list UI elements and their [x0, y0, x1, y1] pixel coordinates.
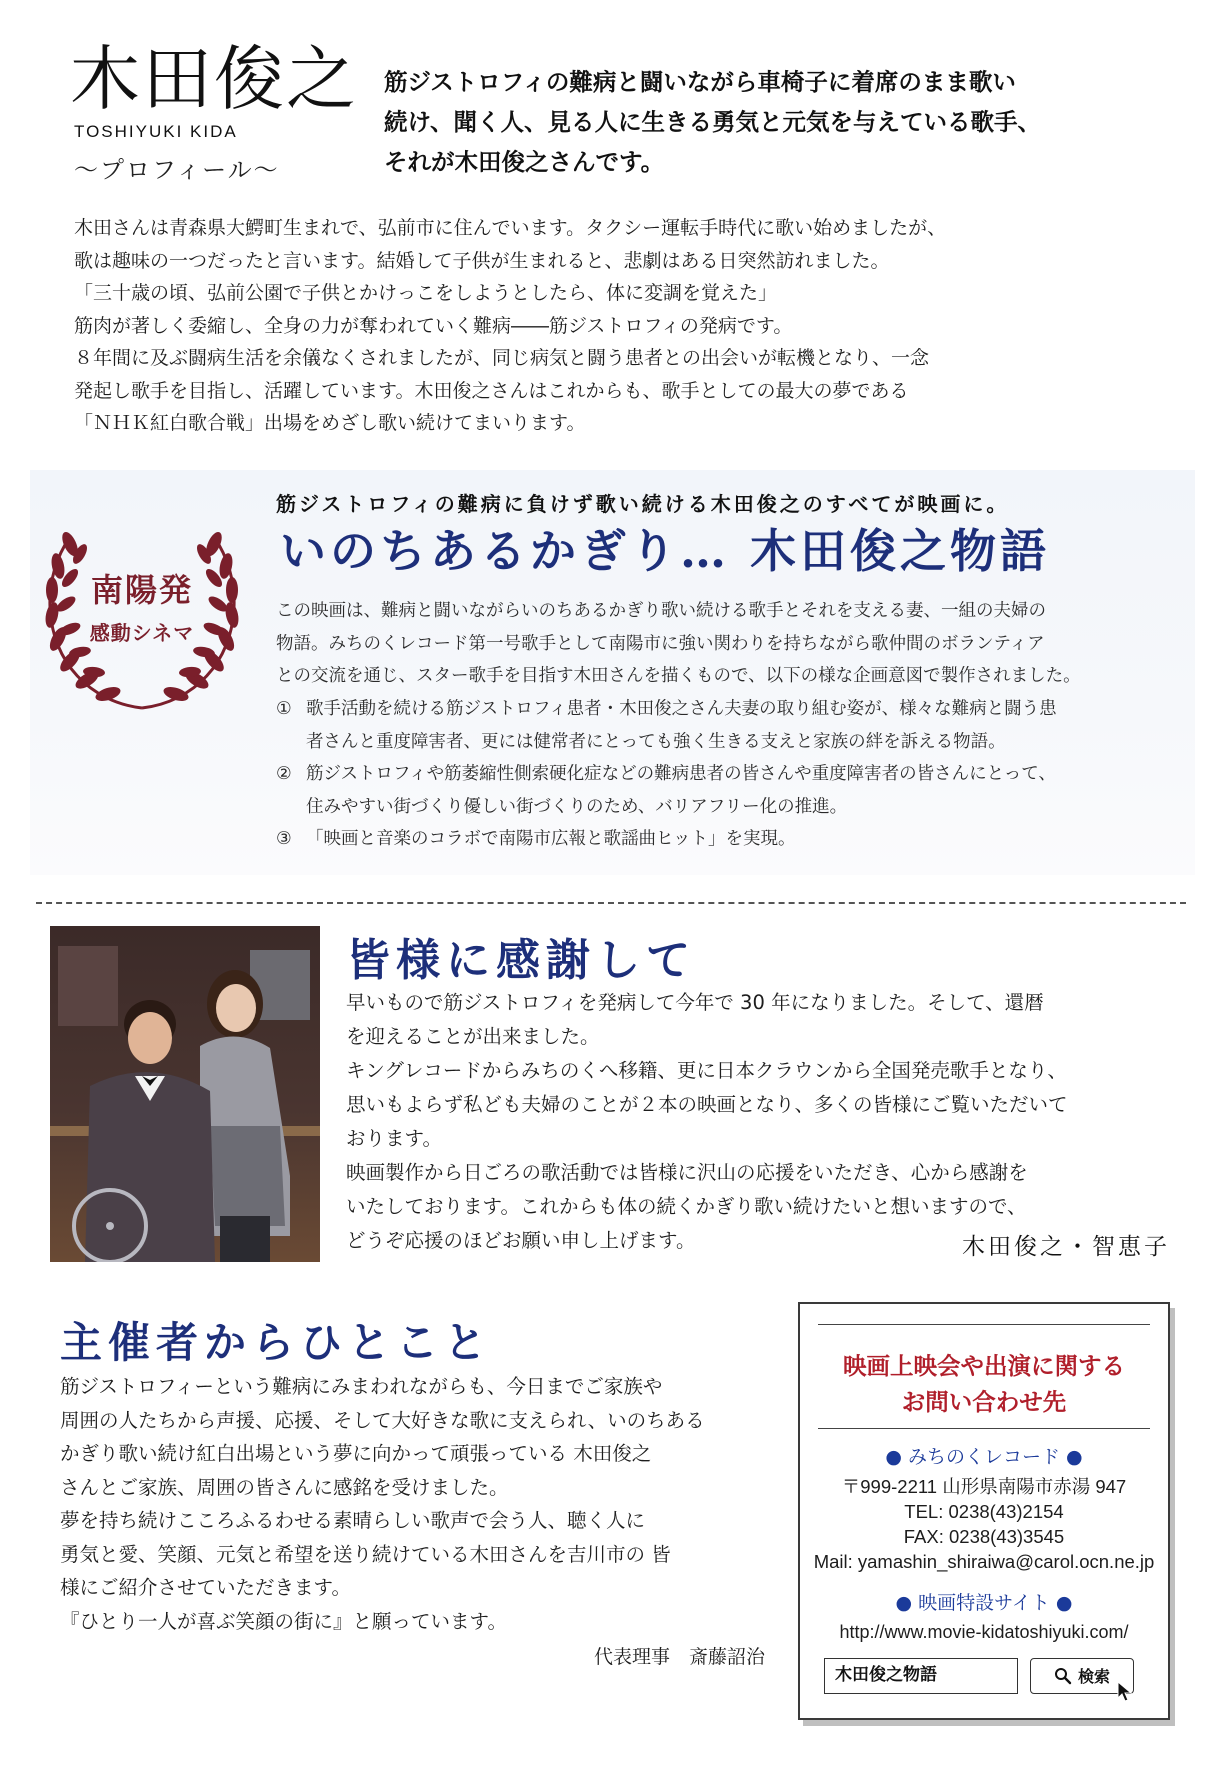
organizer-line: 筋ジストロフィーという難病にみまわれながらも、今日までご家族や — [60, 1375, 663, 1398]
list-item-line: 住みやすい街づくり優しい街づくりのため、バリアフリー化の推進。 — [306, 796, 848, 817]
profile-name-english: TOSHIYUKI KIDA — [74, 122, 238, 141]
section-divider — [36, 902, 1186, 904]
search-button-label: 検索 — [1077, 1666, 1110, 1686]
organizer-line: 勇気と愛、笑顔、元気と希望を送り続けている木田さんを吉川市の 皆 — [60, 1542, 671, 1566]
bio-line: 「ＮＨＫ紅白歌合戦」出場をめざし歌い続けてまいります。 — [74, 412, 586, 434]
address-line: FAX: 0238(43)3545 — [903, 1526, 1065, 1547]
lead-line: 筋ジストロフィの難病と闘いながら車椅子に着席のまま歌い — [384, 68, 1016, 96]
thanks-title: 皆様に感謝して — [346, 935, 696, 986]
profile-bio — [74, 212, 1174, 440]
profile-name-japanese: 木田俊之 — [70, 38, 358, 120]
list-number: ② — [276, 764, 292, 784]
address-line: TEL: 0238(43)2154 — [904, 1501, 1064, 1522]
bio-line: 発起し歌手を目指し、活躍しています。木田俊之さんはこれからも、歌手としての最大の夢である — [74, 379, 909, 402]
bio-line: ８年間に及ぶ闘病生活を余儀なくされましたが、同じ病気と闘う患者との出会いが転機となり、一念 — [74, 347, 930, 369]
contact-address — [800, 1474, 1168, 1574]
thanks-line: キングレコードからみちのくへ移籍、更に日本クラウンから全国発売歌手となり、 — [346, 1059, 1067, 1082]
organizer-signature: 代表理事 斎藤詔治 — [593, 1646, 765, 1668]
organizer-line: 夢を持ち続けこころふるわせる素晴らしい歌声で会う人、聴く人に — [60, 1509, 646, 1532]
search-input[interactable]: 木田俊之物語 — [824, 1658, 1018, 1694]
list-item — [276, 693, 1186, 758]
list-number: ③ — [276, 829, 292, 849]
organizer-line: かぎり歌い続け紅白出場という夢に向かって頑張っている 木田俊之 — [60, 1442, 652, 1465]
address-line: Mail: yamashin_shiraiwa@carol.ocn.ne.jp — [813, 1551, 1155, 1572]
cursor-arrow-icon — [1116, 1680, 1138, 1704]
movie-title: いのちあるかぎり… 木田俊之物語 — [280, 524, 1051, 578]
description-line: 物語。みちのくレコード第一号歌手として南陽市に強い関わりを持ちながら歌仲間のボランティア — [276, 633, 1045, 654]
thanks-line: おります。 — [346, 1127, 442, 1150]
couple-photo — [50, 926, 320, 1262]
thanks-line: いたしております。これからも体の続くかぎり歌い続けたいと想いますので、 — [346, 1195, 1027, 1218]
list-item-line: 筋ジストロフィや筋萎縮性側索硬化症などの難病患者の皆さんや重度障害者の皆さんにとって、 — [306, 764, 1056, 784]
movie-description — [276, 595, 1176, 693]
contact-company: ● みちのくレコード ● — [885, 1446, 1083, 1468]
site-url-link[interactable]: http://www.movie-kidatoshiyuki.com/ — [839, 1622, 1129, 1642]
list-number: ① — [276, 699, 292, 719]
laurel-wreath-icon — [30, 512, 254, 718]
lead-line: 続け、聞く人、見る人に生きる勇気と元気を与えている歌手、 — [384, 108, 1042, 136]
profile-label: 〜プロフィール〜 — [74, 156, 280, 184]
list-item-line: 歌手活動を続ける筋ジストロフィ患者・木田俊之さん夫妻の取り組む姿が、様々な難病と闘う患 — [306, 699, 1057, 719]
thanks-line: どうぞ応援のほどお願い申し上げます。 — [346, 1229, 696, 1252]
contact-heading-line: お問い合わせ先 — [901, 1388, 1067, 1416]
list-item-line: 者さんと重度障害者、更には健常者にとっても強く生きる支えと家族の絆を訴える物語。 — [306, 731, 1006, 752]
bio-line: 筋肉が著しく委縮し、全身の力が奪われていく難病――筋ジストロフィの発病です。 — [74, 314, 793, 337]
bio-line: 「三十歳の頃、弘前公園で子供とかけっこをしようとしたら、体に変調を覚えた」 — [74, 282, 778, 304]
movie-intent-list — [276, 693, 1186, 856]
bio-line: 歌は趣味の一つだったと言います。結婚して子供が生まれると、悲劇はある日突然訪れました。 — [74, 249, 890, 272]
contact-rule-middle — [818, 1428, 1150, 1429]
thanks-line: を迎えることが出来ました。 — [346, 1025, 600, 1048]
contact-heading-line: 映画上映会や出演に関する — [843, 1352, 1125, 1380]
bio-line: 木田さんは青森県大鰐町生まれで、弘前市に住んでいます。タクシー運転手時代に歌い始めましたが、 — [74, 217, 947, 239]
list-item-line: 「映画と音楽のコラボで南陽市広報と歌謡曲ヒット」を実現。 — [306, 829, 796, 849]
profile-lead — [384, 62, 1184, 182]
badge-subtitle: 感動シネマ — [89, 621, 195, 645]
contact-rule-top — [818, 1324, 1150, 1325]
search-icon — [1054, 1667, 1072, 1685]
list-item — [276, 823, 1186, 856]
description-line: この映画は、難病と闘いながらいのちあるかぎり歌い続ける歌手とそれを支える妻、一組の夫婦の — [276, 601, 1046, 621]
badge-title: 南陽発 — [90, 571, 193, 609]
contact-site-label: ● 映画特設サイト ● — [895, 1592, 1073, 1614]
list-item — [276, 758, 1186, 823]
movie-tagline: 筋ジストロフィの難病に負けず歌い続ける木田俊之のすべてが映画に。 — [276, 492, 1010, 516]
organizer-body — [60, 1370, 780, 1638]
thanks-line: 映画製作から日ごろの歌活動では皆様に沢山の応援をいただき、心から感謝を — [346, 1161, 1028, 1184]
contact-heading — [800, 1348, 1168, 1420]
thanks-signature: 木田俊之・智恵子 — [962, 1234, 1170, 1260]
thanks-line: 思いもよらず私ども夫婦のことが２本の映画となり、多くの皆様にご覧いただいて — [346, 1093, 1068, 1116]
thanks-body — [346, 986, 1176, 1258]
organizer-line: さんとご家族、周囲の皆さんに感銘を受けました。 — [60, 1475, 509, 1499]
lead-line: それが木田俊之さんです。 — [384, 148, 665, 176]
address-line: 〒999-2211 山形県南陽市赤湯 947 — [841, 1476, 1127, 1497]
description-line: との交流を通じ、スター歌手を目指す木田さんを描くもので、以下の様な企画意図で製作されました。 — [276, 666, 1081, 686]
organizer-line: 『ひとり一人が喜ぶ笑顔の街に』と願っています。 — [60, 1609, 507, 1633]
organizer-title: 主催者からひとこと — [60, 1318, 493, 1367]
organizer-line: 周囲の人たちから声援、応援、そして大好きな歌に支えられ、いのちある — [60, 1408, 705, 1432]
thanks-line: 早いもので筋ジストロフィを発病して今年で 30 年になりました。そして、還暦 — [346, 991, 1044, 1014]
organizer-line: 様にご紹介させていただきます。 — [60, 1576, 351, 1599]
contact-box — [798, 1302, 1170, 1720]
